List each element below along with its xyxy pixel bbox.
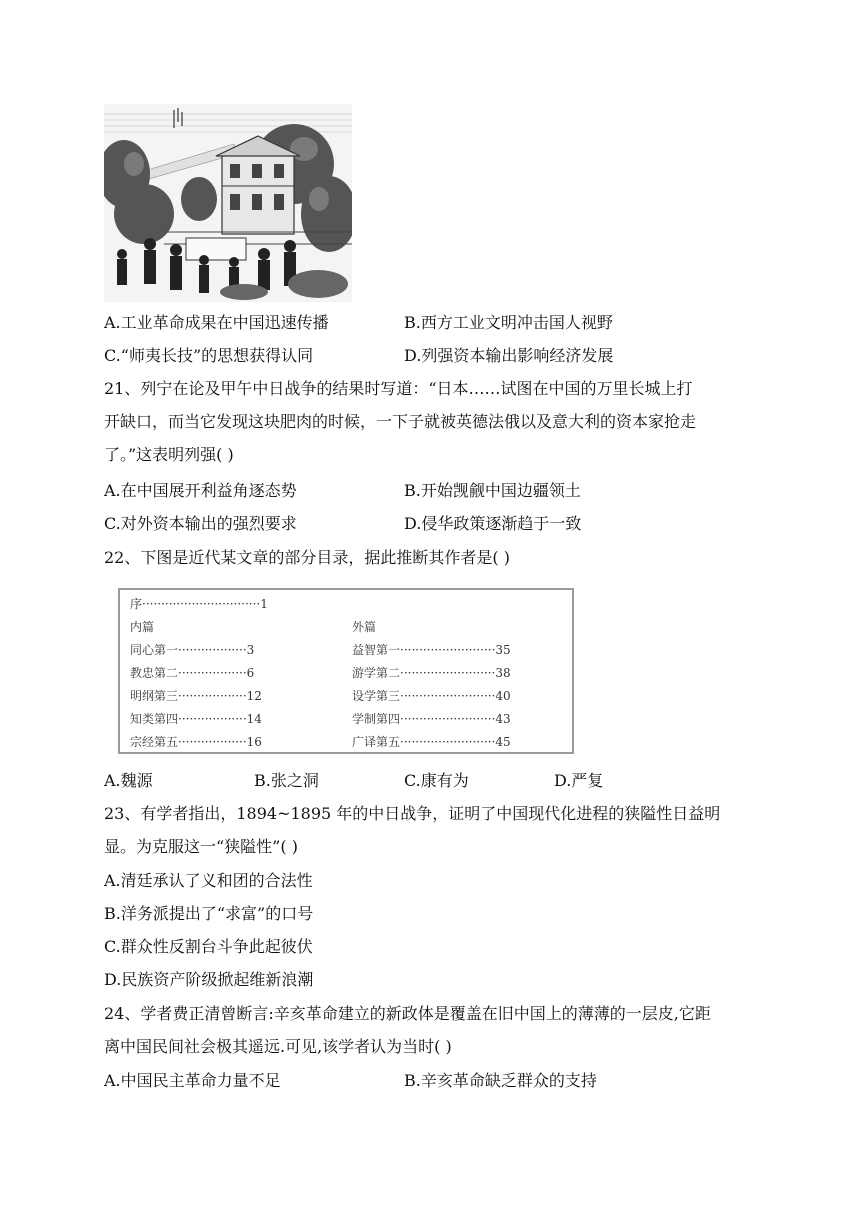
q23-option-c: C.群众性反割台斗争此起彼伏 <box>104 937 313 956</box>
q21-stem-line-2: 开缺口，而当它发现这块肥肉的时候，一下子就被英德法俄以及意大利的资本家抢走 <box>104 412 697 431</box>
toc-inner-entry: 同心第一··················3 <box>130 643 255 657</box>
q23-option-a: A.清廷承认了义和团的合法性 <box>104 871 313 890</box>
toc-outer-entry: 学制第四·························43 <box>352 712 511 726</box>
q20-option-a: A.工业革命成果在中国迅速传播 <box>104 313 329 332</box>
q22-option-b: B.张之洞 <box>254 771 319 790</box>
q22-option-d: D.严复 <box>554 771 604 790</box>
toc-inner-entry: 明纲第三··················12 <box>130 689 262 703</box>
q20-option-c: C.“师夷长技”的思想获得认同 <box>104 346 314 365</box>
q23-stem-line-1: 23、有学者指出，1894~1895 年的中日战争，证明了中国现代化进程的狭隘性日益明 <box>104 804 721 823</box>
toc-inner-entry: 宗经第五··················16 <box>130 735 262 749</box>
q23-stem-line-2: 显。为克服这一“狭隘性”( ) <box>104 837 298 856</box>
q20-option-b: B.西方工业文明冲击国人视野 <box>404 313 613 332</box>
q24-stem-line-1: 24、学者费正清曾断言:辛亥革命建立的新政体是覆盖在旧中国上的薄薄的一层皮,它距 <box>104 1004 711 1023</box>
q24-option-a: A.中国民主革命力量不足 <box>104 1071 281 1090</box>
q22-stem: 22、下图是近代某文章的部分目录，据此推断其作者是( ) <box>104 548 510 567</box>
toc-outer-entry: 游学第二·························38 <box>352 666 511 680</box>
toc-outer-entry: 广译第五·························45 <box>352 735 511 749</box>
q21-option-a: A.在中国展开利益角逐态势 <box>104 481 297 500</box>
q24-option-b: B.辛亥革命缺乏群众的支持 <box>404 1071 597 1090</box>
toc-inner-entry: 教忠第二··················6 <box>130 666 255 680</box>
q21-option-c: C.对外资本输出的强烈要求 <box>104 514 297 533</box>
q21-stem-line-3: 了。”这表明列强( ) <box>104 445 234 464</box>
toc-preface: 序·······························1 <box>130 597 268 611</box>
engraving-drawing <box>104 104 352 302</box>
q20-option-d: D.列强资本输出影响经济发展 <box>404 346 614 365</box>
q22-option-c: C.康有为 <box>404 771 469 790</box>
toc-outer-entry: 设学第三·························40 <box>352 689 511 703</box>
q21-option-b: B.开始觊觎中国边疆领土 <box>404 481 581 500</box>
q23-option-b: B.洋务派提出了“求富”的口号 <box>104 904 314 923</box>
q23-option-d: D.民族资产阶级掀起维新浪潮 <box>104 970 314 989</box>
engraving-illustration <box>104 104 352 302</box>
toc-inner-title: 内篇 <box>130 620 155 634</box>
q22-option-a: A.魏源 <box>104 771 153 790</box>
q21-option-d: D.侵华政策逐渐趋于一致 <box>404 514 582 533</box>
toc-outer-entry: 益智第一·························35 <box>352 643 511 657</box>
q24-stem-line-2: 离中国民间社会极其遥远.可见,该学者认为当时( ) <box>104 1037 452 1056</box>
toc-inner-entry: 知类第四··················14 <box>130 712 262 726</box>
toc-outer-title: 外篇 <box>352 620 377 634</box>
q21-stem-line-1: 21、列宁在论及甲午中日战争的结果时写道：“日本……试图在中国的万里长城上打 <box>104 379 693 398</box>
table-of-contents-figure <box>118 588 574 754</box>
